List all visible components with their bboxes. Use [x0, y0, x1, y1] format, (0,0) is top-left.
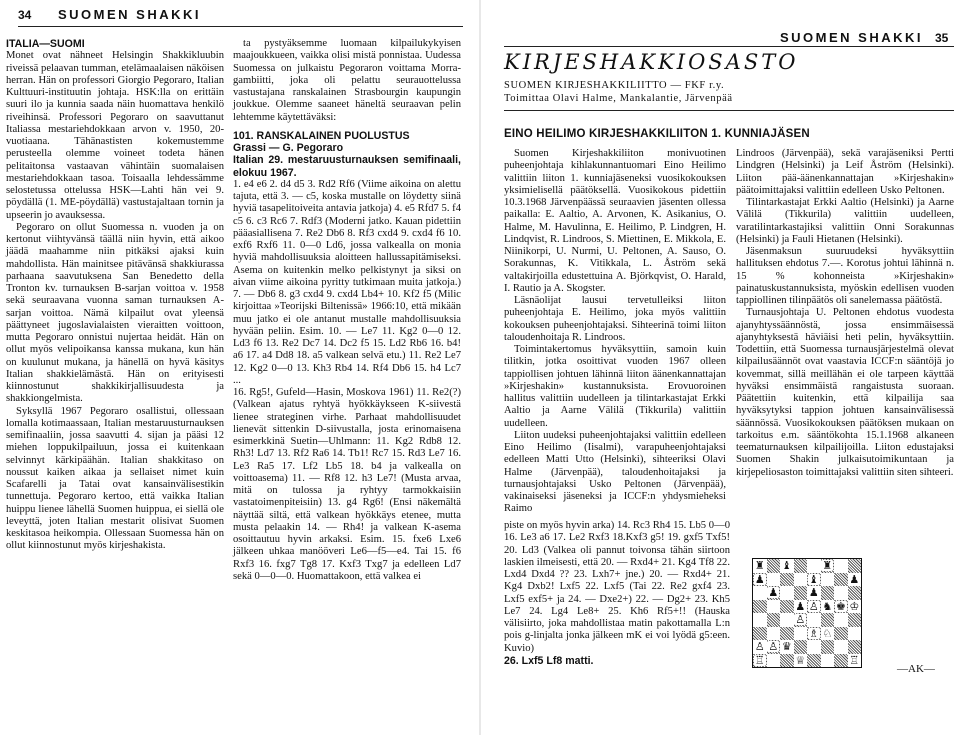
board-square [834, 627, 848, 641]
board-square [821, 586, 835, 600]
article-column-1 [6, 38, 224, 728]
chess-piece-icon: ♛ [781, 640, 792, 654]
article-paragraph: Syksyllä 1967 Pegoraro osallistui, ollessaan lomalla kotimaassaan, Italian mestaruusturnauksen semifinaaliin, jossa saavutti 4. sijan ja pääsi 12 miehen loppukilpailuun, jossa ei kuitenkaan selvinnyt kärkipäähän. Italian shakkitaso on noussut kaiken aikaa ja sellaiset nimet kuin Scafarelli ja Tatai ovat kansainvälisestikin tunnettuja. Pegoraro kertoo, että vaikka Italian huippu lienee lähellä Suomen huippua, ei siellä ole leveyttä, joten Italian mestarit olisivat Suomen keskitasoa heikompia. Ollessaan Suomessa hän on ollut kiinnostunut myös kirjeshakista. [6, 405, 224, 552]
section-title: KIRJESHAKKIOSASTO [504, 50, 799, 74]
chess-piece-icon: ♟ [808, 586, 819, 600]
board-square [794, 640, 808, 654]
article-paragraph: Pegoraro on ollut Suomessa n. vuoden ja on kertonut viihtyvänsä täällä niin hyvin, että aikoo jäädä maahamme niin pitkäksi ajaksi kuin mahdollista. Hän mainitsee pitävänsä shakkiurassa parhaana saavutuksena San Benedetto della Tronton kv. turnauksen B-sarjan voittoa v. 1958 sekä seuraavana vuonna saman turnauksen A-sarjan voittoa. Nämä kilpailut ovat yleensä päättyneet jugoslavialaisten vieraitten voittoon, mutta Pegoraro onnistui nujertaa heidät. Hän on ollut myös velipoikansa kanssa mukana, kun hän on kuulunut mukana, ja hänellä on hyvä käsitys Italian shakkielämästä. Hän on erityisesti kiinnostunut shakkikirjallisuudesta ja shakkiongelmista. [6, 221, 224, 405]
board-square [753, 573, 767, 587]
title-rule [504, 110, 954, 111]
chess-piece-icon: ♟ [754, 572, 765, 586]
board-square [834, 600, 848, 614]
board-square [767, 573, 781, 587]
board-square [794, 600, 808, 614]
editor-line: Toimittaa Olavi Halme, Mankalantie, Järvenpää [504, 93, 733, 104]
chess-piece-icon: ♟ [768, 586, 779, 600]
game-moves-end: piste on myös hyvin arka) 14. Rc3 Rh4 15. Lb5 0—0 16. Le3 a6 17. Le2 Rxf3 18.Kxf3 g5! 19. gxf5 Txf5! 20. Ld3 (Valkea oli pannut toivonsa tähän siirtoon laskien ilmeisesti, että 20. — Rxd4+ 21. Kg4 Tf8 22. Lxd4 Dxd4 ?? 23. Lxh7+ jne.) 20. — Rxd4+ 21. Kg4 Dxb2! Lxf5 22. Lxf5 (Tai 22. Re2 gxf4 23. Lxf5 exf5+ ja 24. — Dxe2+) 22. — Dg2+ 23. Kh5 Le7 24. Lg4 Le8+ 25. Kh6 Rf5+!! (Hauska välisiirto, joka mahdollistaa matin pakottamalla L:n pois g-linjalta jonka jälkeen mK ei voi lyödä g5:een. Kuvio) [504, 520, 730, 654]
header-rule [18, 26, 463, 27]
board-square [834, 613, 848, 627]
chess-piece-icon: ♜ [754, 559, 765, 573]
board-square [753, 600, 767, 614]
game-players: Grassi — G. Pegoraro [233, 142, 344, 154]
board-square [753, 640, 767, 654]
article-paragraph: ta pystyäksemme luomaan kilpailukykyisen maajoukkueen, vaikka olisi mistä ponnistaa. Uudessa Suomessa on julkaistu Pegoraron voittama Morra-gambiitti, joka oli pelattu seurauottelussa vastustajana ranskalainen Strasbourgin kaupungin joukkue. Olemme saaneet häneltä seuraavan pelin lehtemme käytettäväksi: [233, 38, 461, 123]
board-square [848, 640, 862, 654]
article-heading: ITALIA—SUOMI [6, 38, 85, 50]
chess-piece-icon: ♝ [808, 572, 819, 586]
game-moves-continued: 16. Rg5!, Gufeld—Hasin, Moskova 1961) 11. Re2(?) (Valkean ajatus ryhtyä hyökkäykseen K-siivestä lienee strateginen virhe. Parhaat mahdollisuudet lienevät sittenkin D-siivustalla, josta erinomaisena esimerkkinä Suetin—Uhlmann: 11. Kg2 Rdb8 12. Rh3! Ld7 13. Rf2 Ra6 14. Tb1! Rc7 15. Rd3 Le7 16. Le3 Ra5 17. Lf2 Lb5 18. b4 ja valkealla on voittoasema) 11. — Rf8 12. h3 Le7! (Musta arvaa, mitä on tulossa ja ryhtyy tarmokkaisiin vastatoimenpiteisiin) 13. g4 Rg6! (Ensi näkemältä näyttää siltä, että valkean hyökkäys etenee, mutta musta pelaakin 14. — Rh4! ja valkean K-asema osoittautuu hyvin arkaksi. Esim. 15. fxe6 Lxe6 jälkeen uhkaa manööveri Le6—f5—e4. Tai 15. f6 Rxf3 16. fxg7 Tg8 17. Kxf3 Txg7 ja edelleen Ld7 sekä 0—0—0. Huomattakoon, että valkea ei [233, 387, 461, 582]
running-head: SUOMEN SHAKKI [780, 30, 924, 45]
board-square [848, 654, 862, 668]
board-square [821, 654, 835, 668]
board-square [753, 627, 767, 641]
board-square [848, 627, 862, 641]
author-signature: —AK— [897, 663, 935, 675]
board-square [848, 586, 862, 600]
board-square [807, 559, 821, 573]
board-square [807, 600, 821, 614]
board-square [780, 613, 794, 627]
board-square [794, 654, 808, 668]
chess-piece-icon: ♗ [808, 626, 819, 640]
board-square [848, 600, 862, 614]
board-square [821, 559, 835, 573]
left-page [0, 0, 478, 735]
article-paragraph: Monet ovat nähneet Helsingin Shakkikluubin riveissä pelaavan tumman, etelämaalaisen näköisen herran. Hän on professori Giorgio Pegoraro, Italian Kulttuuri-instituutin johtaja. HSK:lla on erittäin suuri ilo ja kunnia saada näin huomattava henkilö riveihinsä. Professori Pegoraro on saavuttanut Italiassa mestariehdokkaan arvon v. 1950, 20-vuotiaana. Tähänastisten kokemustemme perusteella olemme voineet todeta hänen pelitaitonsa vastaavan vähintäin suomalaisen mestariehdokkaan tasoa. Toisaalla lehdessämme selostetussa ottelussa HSK—Lahti hän vei 9. pöydällä (1. ME-pöydällä) vastustajaltaan tornin ja upseerin jo avauksessa. [6, 50, 224, 221]
board-square [834, 559, 848, 573]
board-square [834, 640, 848, 654]
chess-piece-icon: ♚ [835, 599, 846, 613]
board-square [834, 654, 848, 668]
board-square [780, 586, 794, 600]
chess-piece-icon: ♕ [795, 653, 806, 667]
board-square [821, 600, 835, 614]
board-square [780, 573, 794, 587]
board-square [807, 654, 821, 668]
board-square [794, 613, 808, 627]
article-paragraph: Tilintarkastajat Erkki Aaltio (Helsinki) ja Aarne Välilä (Tikkurila) valittiin uudelleen, varatilintarkastajiksi valittiin Onni Sorakunnas (Helsinki) ja Fauli Hietanen (Helsinki). [736, 197, 954, 245]
chess-piece-icon: ♘ [822, 626, 833, 640]
article-column-3 [504, 148, 726, 515]
chess-piece-icon: ♙ [795, 613, 806, 627]
chess-piece-icon: ♞ [822, 599, 833, 613]
board-square [821, 627, 835, 641]
board-square [780, 640, 794, 654]
game-conclusion [504, 520, 730, 725]
game-moves: 1. e4 e6 2. d4 d5 3. Rd2 Rf6 (Viime aikoina on alettu tajuta, että 3. — c5, koska mustalle on löydetty siinä hyviä tasapelitoiveita antavia jatkoja) 4. e5 Rfd7 5. f4 c5 6. c3 Rc6 7. Rdf3 (Moderni jatko. Kauan pidettiin pääasiallisena 7. Re2 Db6 8. Rf3 cxd4 9. cxd4 f6 10. exf6 Rxf6 11. 0—0 Ld6, jossa valkealla on monia hyviä mahdollisuuksia aloitteen hallussapitämiseksi. Asema on kuitenkin melko pelkistynyt ja siksi on aivan viime aikoina pyritty tutkimaan muita jatkoja.) 7. — Db6 8. g3 cxd4 9. cxd4 Lb4+ 10. Kf2 f5 (Milic kirjoittaa »Teorijski Biltenissä» 1966:10, että mikään muu jatko ei ole antanut mustalle mahdollisuuksia hyvään peliin. Esim. 10. — Le7 11. Kg2 0—0 12. Ld3 f6 13. Re2 Dc7 14. Dc2 f5 15. Ld2 Rb6 16. b4! a6 17. a4 Dd8 18. a5 valkean selvä etu.) 11. Re2 Le7 12. Kg2 0—0 13. Kh3 Rb4 14. Rf4 Db6 15. h4 Lc7 ... [233, 178, 461, 386]
board-square [767, 559, 781, 573]
board-square [807, 586, 821, 600]
board-square [821, 613, 835, 627]
board-square [753, 559, 767, 573]
article-paragraph: Turnausjohtaja U. Peltonen ehdotus vuodesta ajanyhtyssäännöstä, jossa ensimmäisessä ajanyhtyksestä häviäisi heti pelin, hyväksyttiin. Todettiin, että Suomessa turnausjärjestelmä olevat kilpailusäännöt ovat vaastavia ICCF:n sääntöjä jo kovemmat, sillä meillähän ei ole tarpeen käyttää hyväksi ensimmäistä rangaistusta suoraan. Päätettiin kuitenkin, että kilpailija saa hyväksytyksi tappion johtuen kansainvälisessä säännössä. Vuosikokouksen päätöksen mukaan on tarkoitus e.m. sääntökohta 15.1.1968 alkaneen teematurnauksen kilpailijoilla. Liiton edustajaksi Suomen Shakin julkaisutoimikuntaan ja kirjepeliosaston toimittajaksi valittiin siten sihteeri. [736, 307, 954, 478]
right-page [482, 0, 960, 735]
chess-piece-icon: ♙ [754, 640, 765, 654]
board-square [767, 640, 781, 654]
board-square [780, 600, 794, 614]
board-square [753, 586, 767, 600]
board-square [753, 654, 767, 668]
board-square [780, 627, 794, 641]
chess-piece-icon: ♖ [849, 653, 860, 667]
board-square [807, 573, 821, 587]
article-paragraph: Jäsenmaksun suuruudeksi hyväksyttiin hallituksen ehdotus 7.—. Korotus johtui lähinnä n. 15 % kohonneista »Kirjeshakin» painatuskustannuksista, myöskin edellisen vuoden tappiollinen tilinpäätös oli sanelemassa päätöstä. [736, 246, 954, 306]
federation-name: SUOMEN KIRJESHAKKILIITTO — FKF r.y. [504, 80, 725, 91]
chess-piece-icon: ♟ [849, 572, 860, 586]
running-head: SUOMEN SHAKKI [58, 7, 202, 22]
chess-piece-icon: ♙ [808, 599, 819, 613]
board-square [848, 559, 862, 573]
chess-piece-icon: ♜ [822, 559, 833, 573]
board-square [767, 586, 781, 600]
board-square [767, 600, 781, 614]
chess-diagram [752, 558, 862, 668]
article-paragraph: Läsnäolijat lausui tervetulleiksi liiton puheenjohtaja E. Heilimo, joka myös valittiin kokouksen puheenjohtajaksi. Sihteerinä toimi liiton taloudenhoitaja R. Lindroos. [504, 295, 726, 343]
page-number: 35 [935, 31, 949, 45]
board-square [821, 573, 835, 587]
board-square [807, 640, 821, 654]
board-square [753, 613, 767, 627]
board-square [767, 627, 781, 641]
board-square [834, 573, 848, 587]
board-square [794, 559, 808, 573]
article-paragraph: Toimintakertomus hyväksyttiin, samoin kuin tilitkin, jotka osoittivat vuoden 1967 olleen tappiollisen johtuen lähinnä liiton äänenkannattajan »Kirjeshakin» kustannuksista. Erovuoroinen hallitus valittiin uudelleen ja tilintarkastajat Erkki Aaltio ja Aarne Välilä (Tikkurila) valittiin uudelleen. [504, 344, 726, 429]
board-square [780, 654, 794, 668]
chess-piece-icon: ♝ [781, 559, 792, 573]
board-square [848, 613, 862, 627]
article-paragraph: Suomen Kirjeshakkiliiton monivuotinen puheenjohtaja kihlakunnantuomari Eino Heilimo valittiin liiton 1. kunniajäseneksi vuosikokouksen yksimielisellä päätöksellä. Vuosikokous pidettiin 10.3.1968 Järvenpäässä seuraavien jäsenten ollessa paikalla: E. Aaltio, A. Arvonen, K. Asikanius, O. Halme, M. Havulinna, E. Heilimo, P. Lindgren, H. Lindqvist, R. Lindroos, S. Miettinen, E. Mikkola, E. Niinikorpi, U. Nurmi, U. Peltonen, A. Sauso, O. Sorakunnas, K. Vitikkala, L. Åström sekä valtakirjoilla edustettuina A. Björkqvist, O. Harald, I. Rautio ja A. Skogster. [504, 148, 726, 294]
page-number: 34 [18, 8, 32, 22]
board-square [821, 640, 835, 654]
chess-piece-icon: ♖ [754, 653, 765, 667]
game-event: Italian 29. mestaruusturnauksen semifinaali, elokuu 1967. [233, 154, 461, 179]
board-square [780, 559, 794, 573]
page-gutter [479, 0, 481, 735]
board-square [794, 573, 808, 587]
board-square [767, 613, 781, 627]
board-square [848, 573, 862, 587]
header-rule [504, 46, 954, 47]
article-column-4 [736, 148, 954, 543]
board-square [807, 627, 821, 641]
board-square [794, 627, 808, 641]
board-square [807, 613, 821, 627]
chess-piece-icon: ♔ [849, 599, 860, 613]
chess-piece-icon: ♙ [768, 640, 779, 654]
board-square [794, 586, 808, 600]
board-square [767, 654, 781, 668]
article-heading: EINO HEILIMO KIRJESHAKKILIITON 1. KUNNIAJÄSEN [504, 128, 810, 140]
game-final-move: 26. Lxf5 Lf8 matti. [504, 654, 594, 667]
article-paragraph: Lindroos (Järvenpää), sekä varajäseniksi Pertti Lindgren (Helsinki) ja Leif Åström (Helsinki). Liiton pää-äänenkannattajan »Kirjeshakin» päätoimittajaksi valittiin edelleen Usko Peltonen. [736, 148, 954, 196]
board-square [834, 586, 848, 600]
article-paragraph: Liiton uudeksi puheenjohtajaksi valittiin edelleen Eino Heilimo (Iisalmi), varapuheenjohtajaksi edelleen Matti Utto (Helsinki), sihteeriksi Olavi Halme (Järvenpää), taloudenhoitajaksi ja turnausjohtajaksi Usko Peltonen (Järvenpää), vakinaiseksi jäseneksi ja ICCF:n yhdysmieheksi Raimo [504, 429, 726, 515]
article-column-2 [233, 38, 461, 728]
chess-piece-icon: ♟ [795, 599, 806, 613]
game-heading: 101. RANSKALAINEN PUOLUSTUS [233, 129, 410, 142]
